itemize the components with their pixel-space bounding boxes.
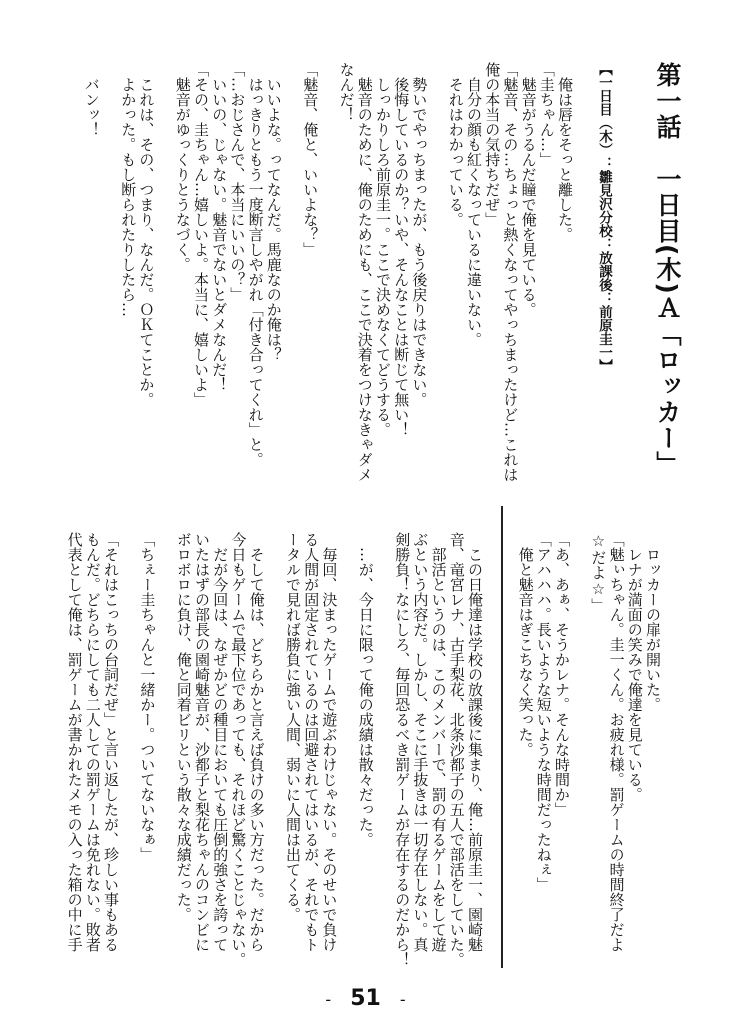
text-line: …が、今日に限って俺の成績は散々だった。	[356, 532, 375, 847]
page-number-dash-right: -	[399, 990, 406, 1009]
text-line: レナが満面の笑みで俺達を見ている。	[625, 532, 644, 802]
text-line: 後悔しているのか？いや、そんなことは断じて無い！	[392, 62, 411, 437]
text-line: 俺は唇をそっと離した。	[556, 62, 574, 242]
text-line: 自分の顔も紅くなっているに違いない。	[464, 62, 483, 347]
text-line: はっきりともう一度断言しやがれ「付き合ってくれ」と。	[246, 62, 265, 467]
scene-heading: 【一日目（木）：雛見沢分校：放課後：前原圭一】	[596, 62, 612, 373]
text-line: 「あ、あぁ、そうかレナ。そんな時間か」	[553, 532, 571, 817]
blank-line	[120, 532, 138, 972]
text-line: いいよな。ってなんだ。馬鹿なのか俺は？	[264, 62, 283, 362]
text-line: る人間が固定されているのは回避されてはいるが、それでもト	[302, 532, 321, 952]
text-line: この日俺達は学校の放課後に集まり、俺…前原圭一、園崎魅	[466, 532, 484, 952]
blank-line	[101, 62, 119, 492]
text-line: これは、その、つまり、なんだ。ＯＫてことか。	[137, 62, 156, 407]
lower-right-text-block	[516, 532, 662, 972]
text-line: 勢いでやっちまったが、もう後戻りはできない。	[410, 62, 429, 407]
text-line: 「それはこっちの台詞だぜ」と言い返したが、珍しい事もある	[102, 532, 121, 952]
text-line: それはわかっている。	[446, 62, 465, 227]
text-line: 「魅音、その…ちょっと熱くなってやっちまったけど…これは	[501, 62, 520, 482]
blank-line	[375, 532, 393, 972]
text-line: 「その、圭ちゃん…嬉しいよ。本当に、嬉しいよ」	[191, 62, 210, 407]
blank-line	[319, 62, 337, 492]
blank-line	[338, 532, 356, 972]
text-line: だが今回は、なぜかどの種目においても圧倒的強さを誇って	[211, 532, 230, 952]
text-line: 代表として俺は、罰ゲームが書かれたメモの入った箱の中に手	[65, 532, 84, 952]
blank-line	[155, 62, 173, 492]
upper-text-block	[83, 62, 574, 492]
page-number	[0, 986, 731, 1011]
text-line: ボロボロに負け、俺と同着ビリという散々な成績だった。	[174, 532, 193, 922]
blank-line	[156, 532, 174, 972]
text-line: バンッ！	[82, 62, 101, 137]
text-line: 「魅ぃちゃん。圭一くん。お疲れ様。罰ゲームの時間終了だよ	[607, 532, 626, 952]
text-line: そして俺は、どちらかと言えば負けの多い方だった。だから	[247, 532, 266, 952]
page-number-dash-left: -	[325, 990, 332, 1009]
text-line: ☆だよ☆」	[589, 532, 608, 613]
text-line: 毎回、決まったゲームで遊ぶわけじゃない。そのせいで負け	[320, 532, 339, 952]
text-line: 俺と魅音はぎこちなく笑った。	[516, 532, 535, 757]
text-line: もんだ。どちらにしても二人しての罰ゲームは免れない。敗者	[83, 532, 102, 952]
text-line: ロッカーの扉が開いた。	[644, 532, 662, 712]
text-line: 魅音がゆっくりとうなづく。	[173, 62, 192, 272]
text-line: 魅音がうるんだ瞳で俺を見ている。	[519, 62, 538, 317]
text-line: 「圭ちゃん…」	[537, 62, 556, 167]
text-line: しっかりしろ前原圭一。ここで決めなくてどうする。	[373, 62, 392, 437]
text-line: 「ちぇー圭ちゃんと一緒かー。ついてないなぁ」	[138, 532, 157, 862]
blank-line	[428, 62, 446, 492]
text-line: いいの、じゃない。魅音でないとダメなんだ！	[210, 62, 229, 392]
text-line: 魅音のために、俺のためにも、ここで決着をつけなきゃダメ	[355, 62, 374, 482]
text-line: なんだ！	[337, 62, 356, 122]
text-line: 「アハハハ。長いような短いような時間だったねぇ」	[534, 532, 553, 892]
blank-line	[266, 532, 284, 972]
text-line: 部活というのは、このメンバーで、罰の有るゲームをして遊	[429, 532, 448, 952]
text-line: いたはずの部長の園崎魅音が、沙都子と梨花ちゃんのコンビに	[193, 532, 211, 952]
blank-line	[571, 532, 589, 972]
section-divider	[501, 506, 503, 968]
text-line: 「魅音、俺と、いいよな？」	[301, 62, 320, 257]
text-line: 音、竜宮レナ、古手梨花、北条沙都子の五人で部活をしていた。	[447, 532, 466, 967]
text-line: 俺の本当の気持ちだぜ」	[483, 62, 502, 227]
text-line: よかった。もし断られたりしたら…	[119, 62, 138, 317]
text-line: ータルで見れば勝負に強い人間、弱いに人間は出てくる。	[284, 532, 302, 922]
lower-left-text-block	[65, 532, 484, 972]
page-number-value: 51	[350, 986, 381, 1011]
chapter-title: 第一話 一日目(木)Ａ「ロッカー」	[653, 62, 682, 477]
text-line: 今日もゲームで最下位であっても、それほど驚くことじゃない。	[229, 532, 248, 967]
text-line: ぶという内容だ。しかし、そこに手抜きは一切存在しない。真	[411, 532, 430, 952]
text-line: 剣勝負！なにしろ、毎回恐るべき罰ゲームが存在するのだから！	[393, 532, 412, 967]
text-line: 「…おじさんで、本当にいいの？」	[228, 62, 247, 302]
blank-line	[283, 62, 301, 492]
